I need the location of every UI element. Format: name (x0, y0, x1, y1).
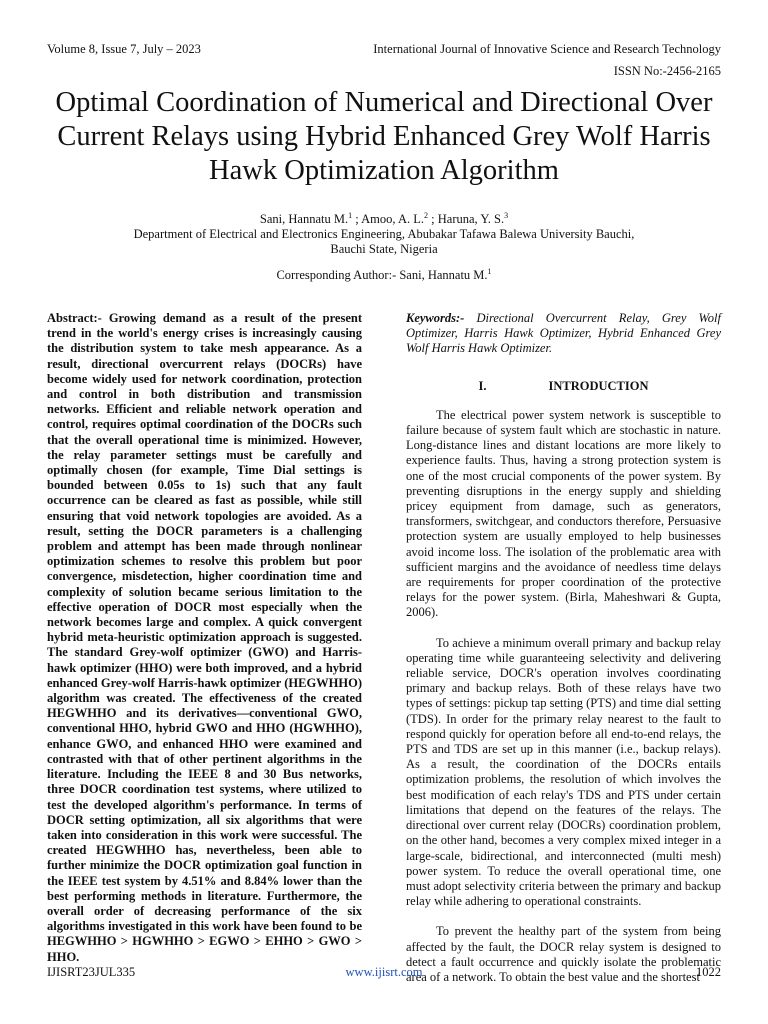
keywords-text: Directional Overcurrent Relay, Grey Wolf Optimizer, Harris Hawk Optimizer, Hybrid Enhanced Grey Wolf Harris Hawk Optimizer. (406, 311, 721, 356)
author-name: Amoo, A. L. (361, 212, 425, 226)
corresponding-author (0, 268, 768, 283)
corresponding-affil-mark: 1 (487, 266, 492, 276)
section-heading (406, 379, 721, 394)
keywords (406, 311, 721, 357)
journal-name: International Journal of Innovative Science and Research Technology (373, 42, 721, 56)
author-block (0, 212, 768, 257)
affiliation: Department of Electrical and Electronics Engineering, Abubakar Tafawa Balewa University Bauchi, (133, 227, 635, 241)
corresponding-author-text: Corresponding Author:- Sani, Hannatu M. (276, 268, 488, 282)
keywords-label: Keywords:- (406, 311, 465, 325)
left-column (47, 311, 362, 965)
intro-paragraph: To achieve a minimum overall primary and backup relay operating time while guaranteeing selectivity and delivering reliable service, DOCR's operation involves coordinating primary and backup relays. Both of these relays have two types of settings: pickup tap setting (PTS) and time dial setting (TDS). In order for the primary relay nearest to the fault to respond quickly for operation before all end-to-end relays, the PTS and TDS are set up in this manner (i.e., backup relays). As a result, the coordination of the DOCRs entails optimization problems, the resolution of which involves the best modification of each relay's TDS and PTS under certain limitations that depend on the features of the relays. The directional over current relay (DOCRs) coordination problem, on the other hand, becomes a very complex mixed integer in a large-scale, bidirectional, and interconnected (multi mesh) power system. To reduce the overall operational time, one must adopt selectivity criteria between the primary and backup relay while adhering to operational constraints. (406, 635, 721, 909)
right-column (406, 311, 721, 1000)
author-affil-mark: 3 (504, 210, 509, 220)
author-affil-mark: 1 (348, 210, 353, 220)
author-separator: ; (352, 212, 362, 226)
intro-paragraph: The electrical power system network is susceptible to failure because of system fault which are stochastic in nature. Long-distance lines and distant locations are more likely to experience faults. Thus, having a strong protection system is one of the most crucial components of the power system. By preventing disruptions in the energy supply and shielding pricey equipment from damage, such as generators, transformers, switchgear, and conductors therefore, Persuasive protection system are usually employed to help businesses avoid income loss. The isolation of the problematic area with sufficient margins and the avoidance of needless time delays are requirements for proper coordination of the protective relays for the power system. (Birla, Maheshwari & Gupta, 2006). (406, 407, 721, 620)
paper-code: IJISRT23JUL335 (47, 965, 136, 979)
issn: ISSN No:-2456-2165 (613, 64, 721, 78)
volume-info: Volume 8, Issue 7, July – 2023 (47, 42, 201, 56)
author-list (0, 212, 768, 227)
affiliation-location: Bauchi State, Nigeria (330, 242, 438, 256)
intro-paragraph: To prevent the healthy part of the system from being affected by the fault, the DOCR relay system is designed to detect a fault occurrence and quickly isolate the problematic area of a network. To obtain the best value and the shortest (406, 924, 721, 984)
author-separator: ; (428, 212, 438, 226)
author-affil-mark: 2 (424, 210, 429, 220)
paper-title: Optimal Coordination of Numerical and Directional Over Current Relays using Hybrid Enhanced Grey Wolf Harris Hawk Optimization Algorithm (55, 87, 713, 186)
page-number: 1022 (696, 965, 721, 979)
author-name: Haruna, Y. S. (437, 212, 505, 226)
section-number: I. (478, 378, 487, 393)
section-title: INTRODUCTION (548, 378, 649, 393)
author-name: Sani, Hannatu M. (259, 212, 349, 226)
journal-url-link[interactable]: www.ijisrt.com (345, 965, 423, 979)
abstract: Abstract:- Growing demand as a result of the present trend in the world's energy crises is increasingly causing the distribution system to take mesh appearance. As a result, directional overcurrent relays (DOCRs) have become widely used for network coordination, protection and control in both distribution and transmission networks. Efficient and reliable network operation and control, requires optimal coordination of the DOCRs such that the overall operational time is minimized. However, the relay parameter settings must be carefully and optimally chosen (for example, Time Dial settings is bounded between 0.05s to 1s) such that any fault occurrence can be cleared as fast as possible, while still ensuring that void network topologies are avoided. As a result, setting the DOCR parameters is a challenging problem and attempt has been made through nonlinear optimization schemes to resolve this problem but poor convergence, misdetection, higher coordination time and complexity of solution became serious limitation to the effective operation of DOCR most especially when the network becomes large and complex. A quick convergent hybrid meta-heuristic optimization approach is suggested. The standard Grey-wolf optimizer (GWO) and Harris-hawk optimizer (HHO) were both improved, and a hybrid enhanced Grey-wolf Harris-hawk optimizer (HEGWHHO) algorithm was created. The effectiveness of the created HEGWHHO and its derivatives—conventional GWO, conventional HHO, hybrid GWO and HHO (HGWHHO), enhance GWO, and enhanced HHO were examined and contrasted with that of other pertinent algorithms in the literature. Including the IEEE 8 and 30 Bus networks, three DOCR coordination test systems, where utilized to test the developed algorithm's performance. In terms of DOCR setting optimization, all six algorithms that were taken into consideration in this work were successful. The created HEGWHHO has, nevertheless, been able to further minimize the DOCR optimization goal function in the IEEE test system by 4.51% and 8.84% lower than the best performing methods in literature. Furthermore, the overall order of decreasing performance of the six algorithms investigated in this work have been found to be HEGWHHO > HGWHHO > EGWO > EHHO > GWO > HHO. (47, 311, 362, 964)
